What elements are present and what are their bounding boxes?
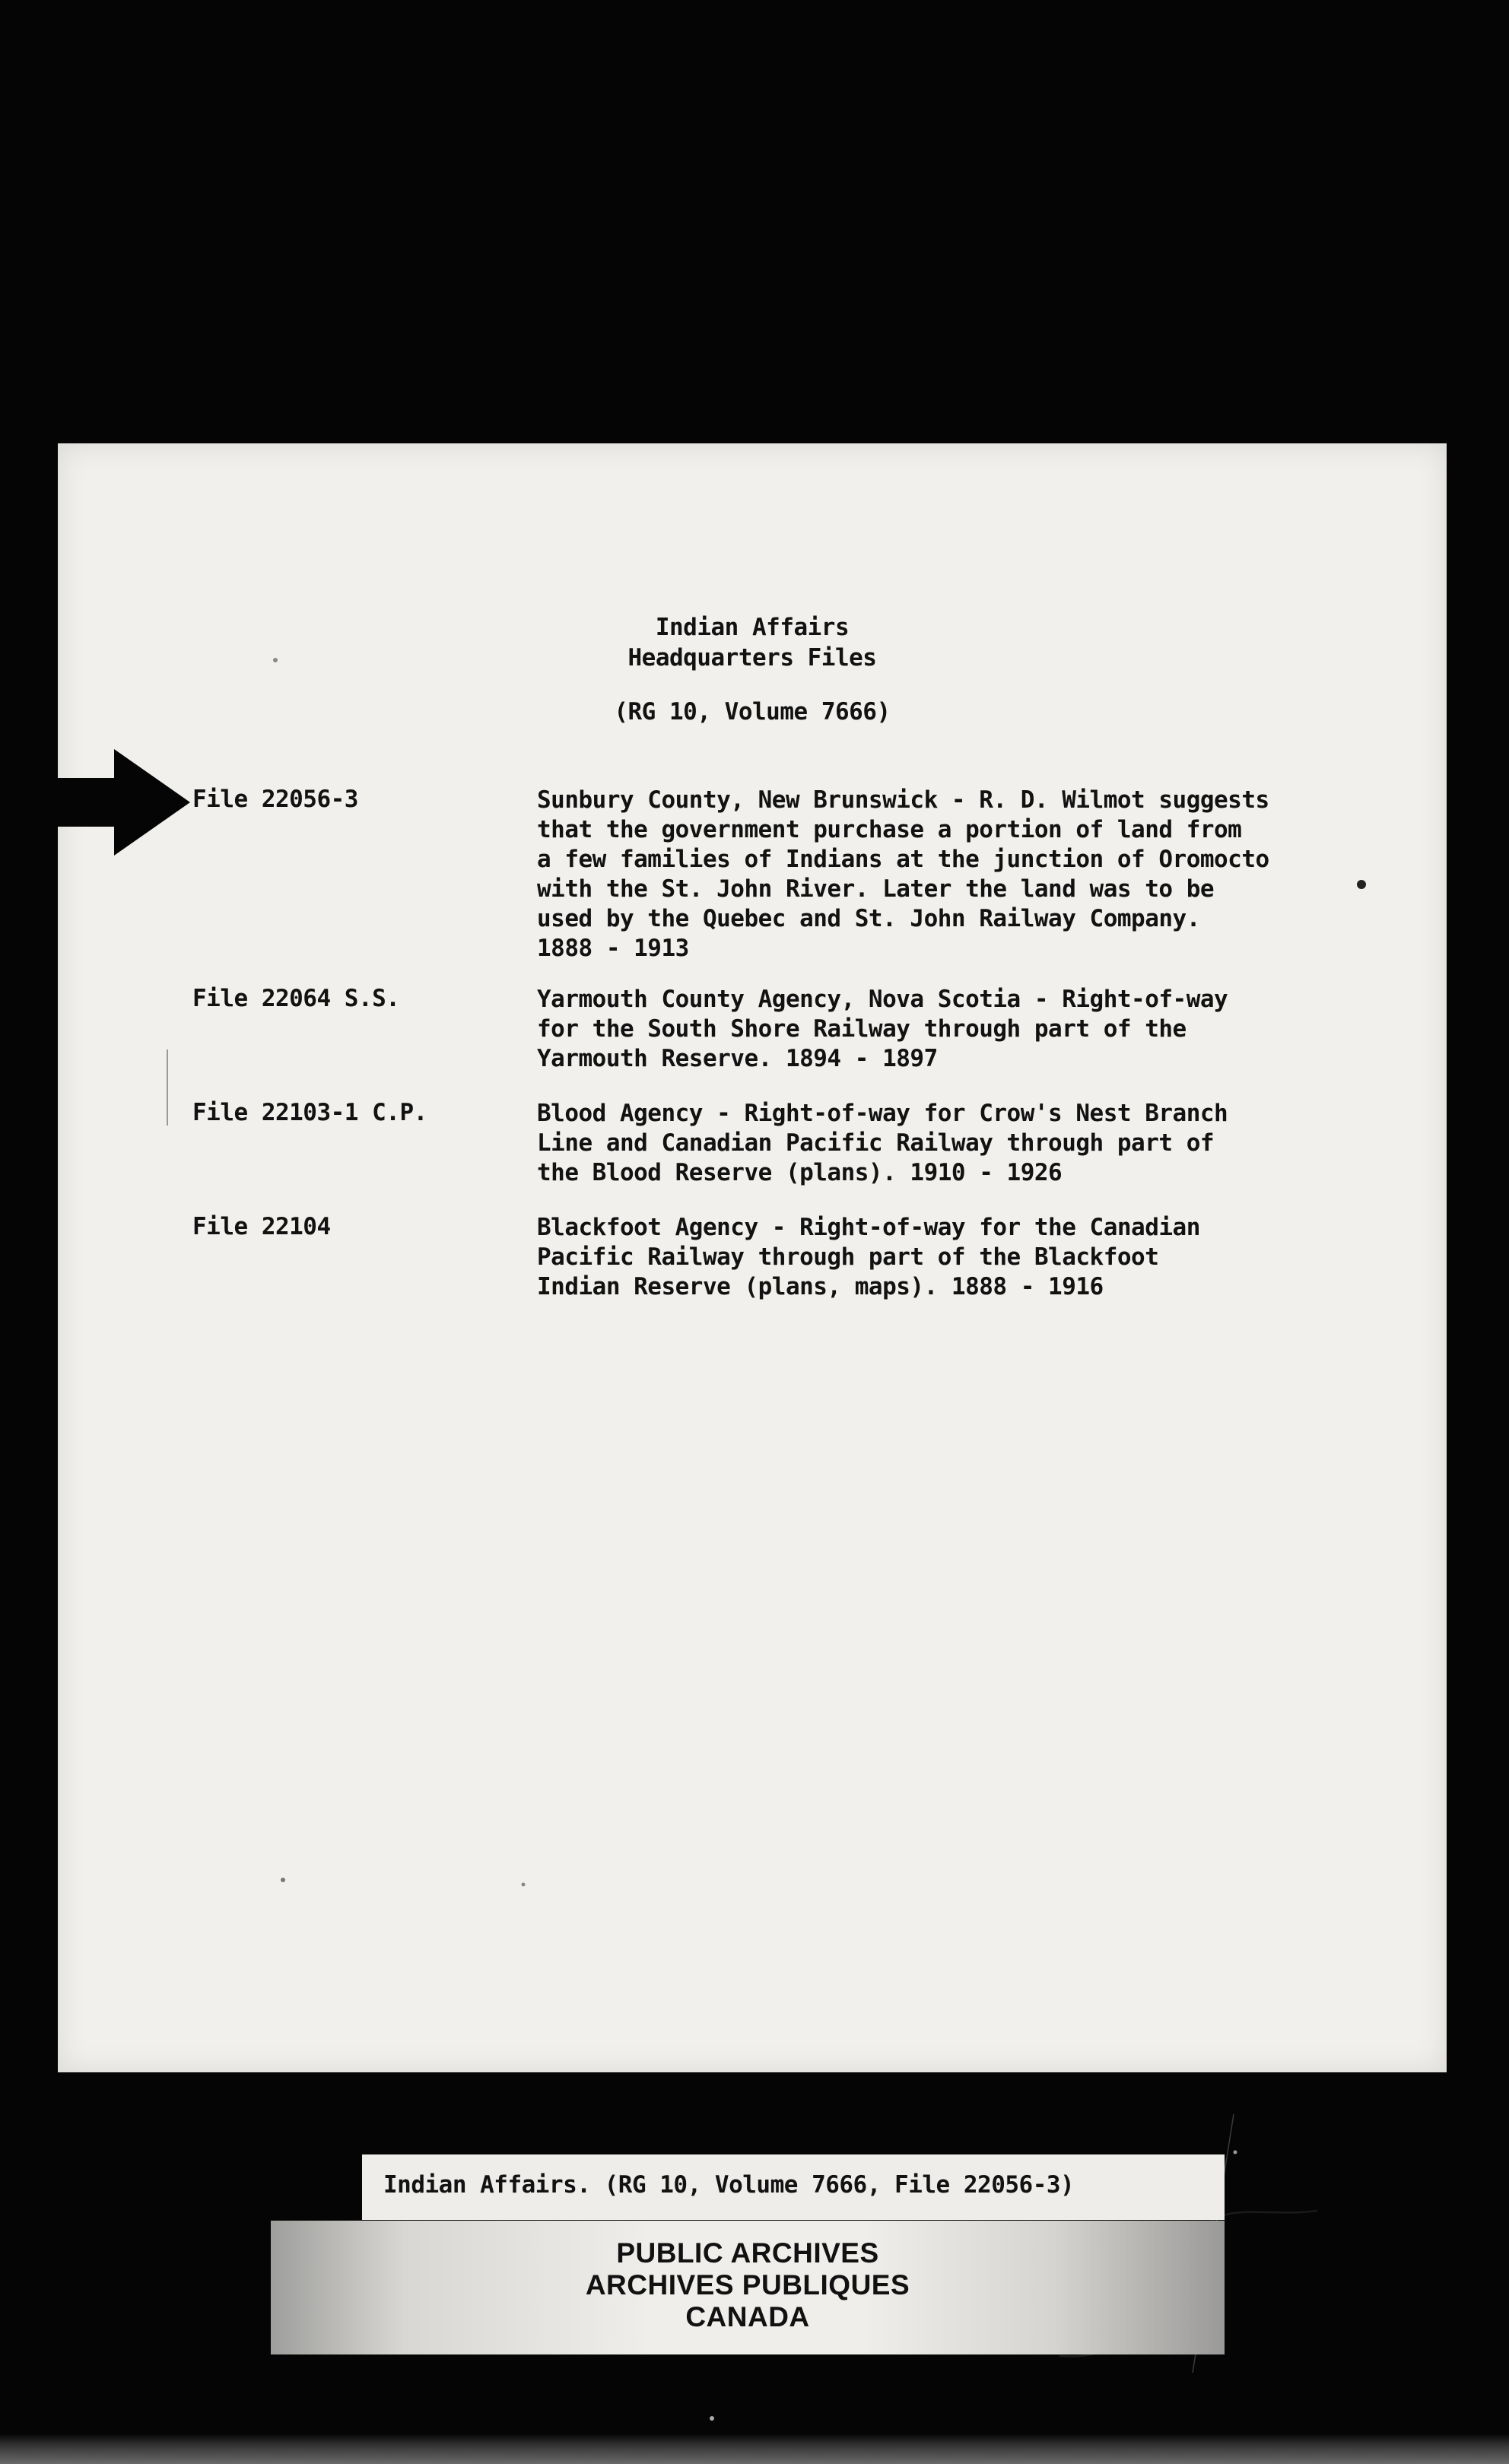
file-description (537, 1099, 1389, 1188)
description-line: the Blood Reserve (plans). 1910 - 1926 (537, 1159, 1063, 1186)
reference-label (362, 2154, 1225, 2220)
file-number: File 22104 (192, 1213, 331, 1240)
document-page (58, 443, 1447, 2072)
description-line: Blood Agency - Right-of-way for Crow's Nest Branch (537, 1100, 1228, 1127)
description-line: Yarmouth Reserve. 1894 - 1897 (537, 1045, 938, 1072)
stamp-line-english: PUBLIC ARCHIVES (616, 2237, 879, 2269)
file-number: File 22103-1 C.P. (192, 1099, 427, 1126)
description-line: for the South Shore Railway through part of the (537, 1015, 1187, 1043)
volume-reference: (RG 10, Volume 7666) (614, 698, 891, 726)
description-line: Blackfoot Agency - Right-of-way for the Canadian (537, 1214, 1200, 1241)
stamp-line-french: ARCHIVES PUBLIQUES (585, 2269, 910, 2300)
description-line: a few families of Indians at the junction of Oromocto (537, 846, 1269, 873)
stamp-line-country: CANADA (685, 2301, 810, 2332)
description-line: used by the Quebec and St. John Railway Company. (537, 905, 1200, 932)
film-edge (0, 2434, 1509, 2464)
description-line: Indian Reserve (plans, maps). 1888 - 1916 (537, 1273, 1104, 1300)
file-number: File 22064 S.S. (192, 985, 400, 1012)
heading-title: Indian Affairs (655, 614, 850, 641)
file-list (58, 443, 1447, 2072)
archives-stamp (271, 2221, 1225, 2354)
file-number: File 22056-3 (192, 786, 358, 813)
description-line: Sunbury County, New Brunswick - R. D. Wilmot suggests (537, 786, 1269, 814)
file-description (537, 985, 1389, 1074)
description-line: Line and Canadian Pacific Railway through part of (537, 1129, 1215, 1157)
description-line: 1888 - 1913 (537, 935, 689, 962)
heading-subtitle: Headquarters Files (627, 644, 877, 672)
reference-label-text: Indian Affairs. (RG 10, Volume 7666, File 22056-3) (383, 2171, 1075, 2199)
description-line: Yarmouth County Agency, Nova Scotia - Right-of-way (537, 986, 1228, 1013)
description-line: Pacific Railway through part of the Blackfoot (537, 1243, 1159, 1271)
file-description (537, 1213, 1389, 1302)
file-description (537, 786, 1389, 964)
arrow-right-icon (0, 749, 190, 856)
description-line: with the St. John River. Later the land was to be (537, 875, 1215, 903)
description-line: that the government purchase a portion of land from (537, 816, 1242, 843)
